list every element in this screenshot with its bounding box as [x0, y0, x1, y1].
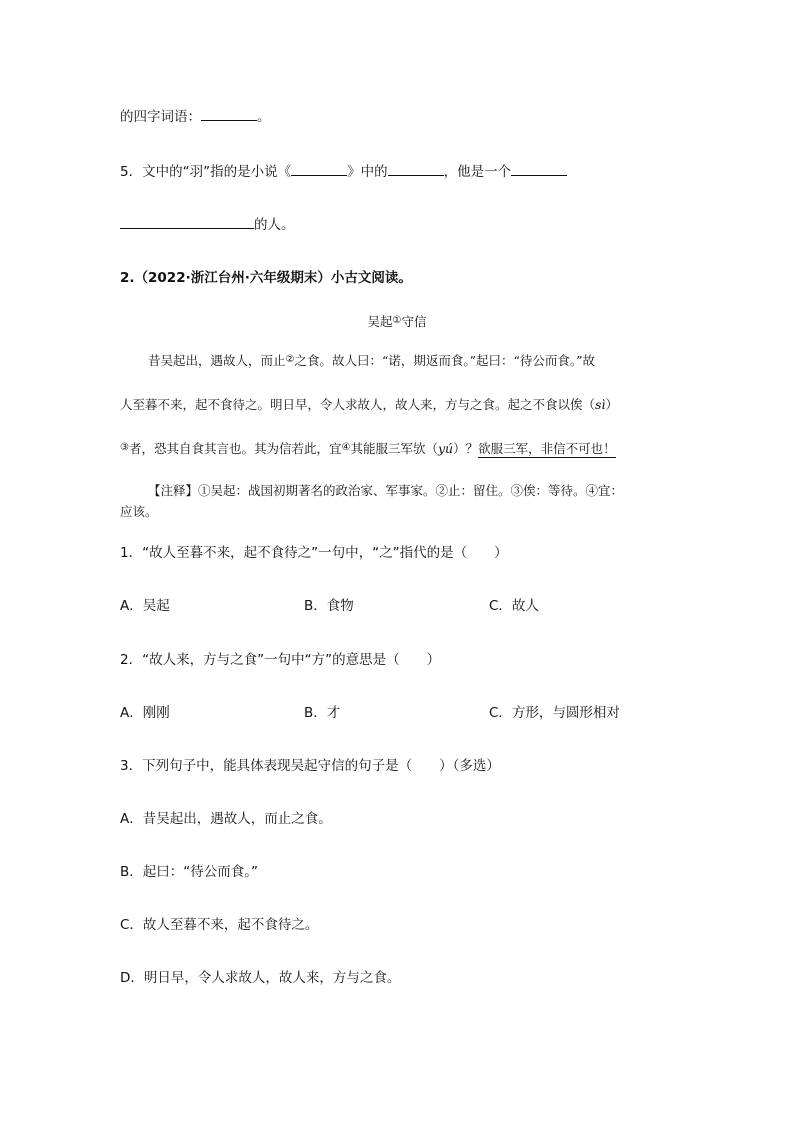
notes-line-2: 应该。 [120, 504, 158, 519]
q3-option-d[interactable]: D．明日早，令人求故人，故人来，方与之食。 [120, 970, 401, 986]
q1-option-a[interactable]: A．吴起 [120, 598, 170, 614]
answer-blank[interactable] [201, 106, 257, 121]
question-2-stem: 2．“故人来，方与之食”一句中“方”的意思是（ ） [120, 652, 441, 668]
title-text-a: 吴起 [367, 314, 393, 329]
q2-option-a[interactable]: A．刚刚 [120, 705, 170, 721]
trait-blank-1[interactable] [511, 161, 567, 176]
prev-line-end: 。 [257, 109, 271, 125]
note-mark-4: ④ [341, 442, 351, 453]
passage-line-2 [120, 395, 618, 415]
note-mark-1: ① [392, 315, 402, 326]
passage-line-1 [148, 350, 595, 371]
q3-option-a[interactable]: A．昔吴起出，遇故人，而止之食。 [120, 811, 332, 827]
q3-option-c[interactable]: C．故人至暮不来，起不食待之。 [120, 917, 319, 933]
q2-option-c[interactable]: C．方形，与圆形相对 [489, 705, 620, 721]
note-mark-3: ③ [120, 442, 129, 453]
title-text-b: 守信 [401, 314, 427, 329]
p1-text-b: 之食。故人曰：“诺，期返而食。”起曰：“待公而食。”故 [294, 353, 596, 368]
q1-option-b[interactable]: B．食物 [304, 598, 354, 614]
question-5-cont [120, 214, 295, 235]
p3-text-c: ）？ [453, 441, 479, 456]
q5-prefix: 5．文中的“羽”指的是小说《 [120, 164, 292, 180]
trait-blank-2[interactable] [120, 214, 254, 229]
p2-text-b: ） [605, 397, 618, 412]
notes-line-1: 【注释】①吴起：战国初期著名的政治家、军事家。②止：留住。③俟：等待。④宜： [148, 483, 624, 498]
question-5 [120, 161, 567, 182]
q5-mid1: 》中的 [347, 164, 388, 180]
question-3-stem: 3．下列句子中，能具体表现吴起守信的句子是（ ）（多选） [120, 758, 500, 774]
p2-text-a: 人至暮不来，起不食待之。明日早，令人求故人，故人来，方与之食。起之不食以俟（ [120, 397, 596, 412]
pinyin-yu: yú [437, 441, 454, 456]
q5-end: 的人。 [254, 217, 295, 233]
character-blank[interactable] [388, 161, 444, 176]
p3-text-a: 者，恐其自食其言也。其为信若此，宜 [128, 441, 342, 456]
note-mark-2: ② [285, 354, 295, 365]
passage-title [0, 311, 794, 332]
pinyin-si: sì [595, 397, 606, 412]
novel-name-blank[interactable] [291, 161, 347, 176]
q1-option-c[interactable]: C．故人 [489, 598, 539, 614]
prev-line-text: 的四字词语： [120, 109, 201, 125]
prev-answer-line [120, 106, 271, 127]
question-1-stem: 1．“故人至暮不来，起不食待之”一句中，“之”指代的是（ ） [120, 545, 508, 561]
q3-option-b[interactable]: B．起曰：“待公而食。” [120, 864, 258, 880]
underlined-sentence: 欲服三军，非信不可也！ [478, 441, 616, 456]
p3-text-b: 其能服三军欤（ [350, 441, 438, 456]
p1-text-a: 昔吴起出，遇故人，而止 [148, 353, 286, 368]
passage-line-3 [120, 438, 616, 459]
q2-option-b[interactable]: B．才 [304, 705, 341, 721]
q5-mid2: ，他是一个 [443, 164, 512, 180]
section-heading: 2.（2022·浙江台州·六年级期末）小古文阅读。 [120, 270, 412, 286]
